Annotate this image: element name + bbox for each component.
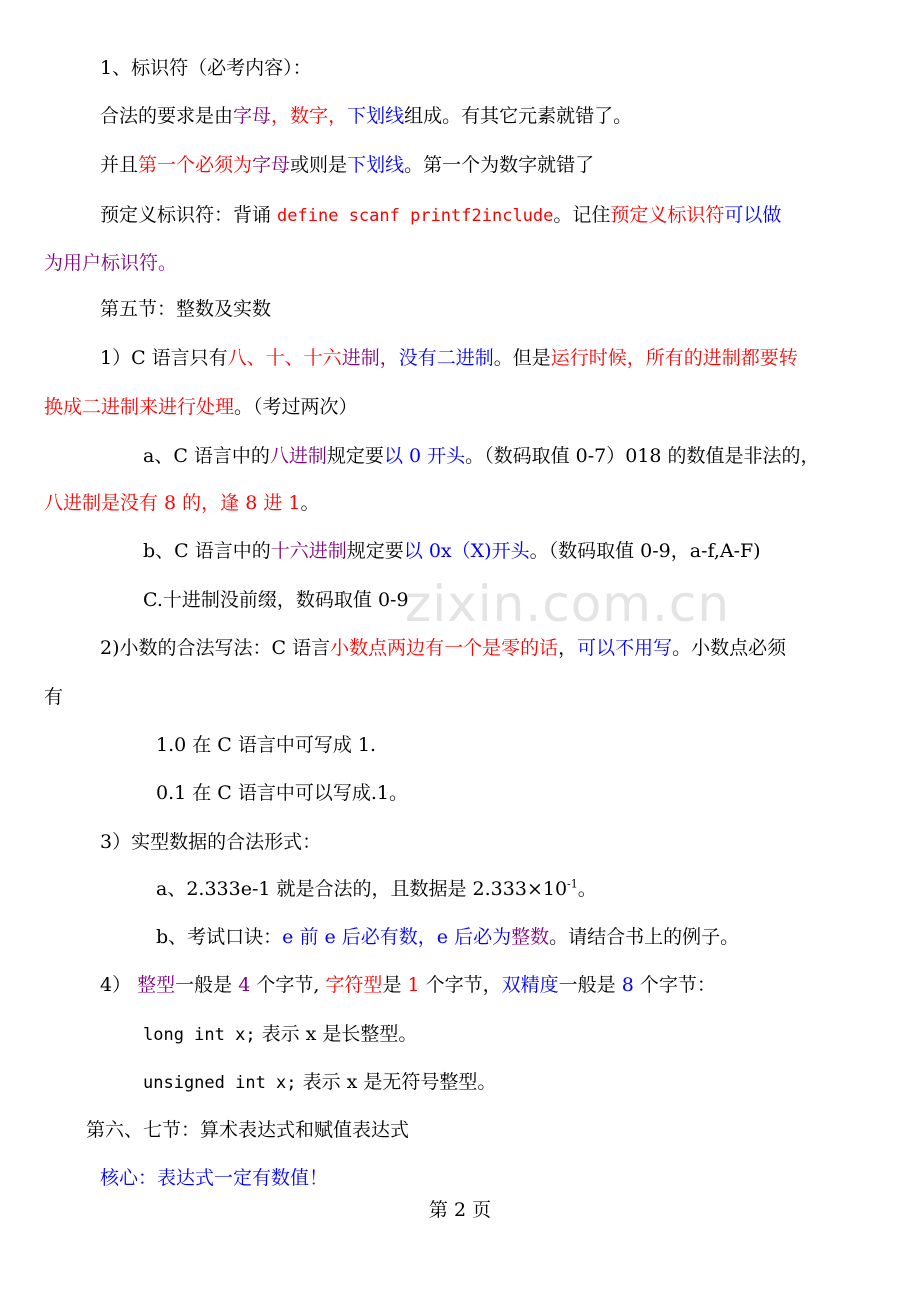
text-run: 字母 <box>233 105 272 127</box>
line-identifier-heading <box>100 55 312 81</box>
text-run: 规定要 <box>326 445 384 467</box>
text-run: -1 <box>567 877 578 891</box>
text-run: 一般是 <box>175 974 239 996</box>
text-run: 预定义标识符 <box>610 204 725 226</box>
text-run: 双精度 <box>501 974 559 996</box>
text-run: 整型 <box>137 974 176 996</box>
text-run: 表示 x 是无符号整型。 <box>296 1071 497 1093</box>
text-run: 可以不用写 <box>577 637 673 659</box>
line-octal-rule <box>143 443 820 469</box>
text-run: 。但是 <box>493 347 551 369</box>
line-decimal-rule <box>143 587 409 613</box>
text-run: 4 <box>238 974 251 996</box>
text-run: e 前 e 后必有数，e 后必为 <box>282 926 512 948</box>
watermark: zixin.com.cn <box>405 575 731 633</box>
text-run: ， <box>558 637 578 659</box>
text-run: 。（数码取值 0-7）018 的数值是非法的， <box>465 445 820 467</box>
text-run: long int x; <box>143 1025 256 1045</box>
text-run: 。记住 <box>553 204 611 226</box>
text-run: define scanf printf2include <box>277 206 554 226</box>
text-run: 八、十、十六 <box>227 347 342 369</box>
line-example-one <box>156 732 376 758</box>
text-run: 下划线 <box>347 154 405 176</box>
line-exam-mnemonic <box>156 924 739 950</box>
line-exponent-example <box>156 876 597 902</box>
text-run: 换成二进制来进行处理 <box>44 396 235 418</box>
text-run: 有 <box>44 686 64 708</box>
text-run: 或则是 <box>290 154 348 176</box>
line-predefined-continued <box>44 250 177 276</box>
text-run: 以 0 开头 <box>383 445 466 467</box>
text-run: b、C 语言中的 <box>143 540 271 562</box>
section-six-seven-heading <box>86 1117 409 1143</box>
text-run: 下划线 <box>347 105 405 127</box>
text-run: 小数点两边有一个是零的话 <box>330 637 559 659</box>
section-five-heading <box>100 296 271 322</box>
text-run: 八进制是没有 8 的，逢 8 进 1 <box>44 492 301 514</box>
text-run: 1、标识符（必考内容）： <box>100 57 312 79</box>
text-run: 为用户标识符。 <box>44 252 178 274</box>
text-run: 1.0 在 C 语言中可写成 1. <box>156 734 377 756</box>
line-long-int <box>143 1021 417 1048</box>
text-run: 合法的要求是由 <box>100 105 234 127</box>
text-run: 表示 x 是长整型。 <box>255 1023 418 1045</box>
text-run: 数字 <box>290 105 329 127</box>
text-run: C.十进制没前缀，数码取值 0-9 <box>143 589 409 611</box>
text-run: 规定要 <box>346 540 404 562</box>
text-run: 运行时候，所有的进制都要转 <box>550 347 798 369</box>
text-run: 预定义标识符：背诵 <box>100 204 278 226</box>
text-run: 进制， <box>341 347 399 369</box>
text-run: 并且 <box>100 154 139 176</box>
text-run: 1 <box>407 974 420 996</box>
text-run: a、C 语言中的 <box>143 445 270 467</box>
text-run: b、考试口诀： <box>156 926 283 948</box>
text-run: 。 <box>300 492 320 514</box>
text-run: ， <box>271 105 291 127</box>
text-run: 。（考过两次） <box>234 396 358 418</box>
text-run: 。第一个为数字就错了 <box>404 154 595 176</box>
text-run: 核心：表达式一定有数值！ <box>100 1167 329 1189</box>
line-decimal-point-rule <box>100 635 786 661</box>
text-run: 4） <box>100 974 138 996</box>
text-run: 3）实型数据的合法形式： <box>100 831 322 853</box>
text-run: unsigned int x; <box>143 1073 297 1093</box>
line-real-forms-heading <box>100 829 321 855</box>
page-footer: 第 2 页 <box>428 1199 492 1221</box>
text-run: 0.1 在 C 语言中可以写成.1。 <box>156 782 409 804</box>
line-example-point-one <box>156 780 408 806</box>
line-number-bases <box>100 345 798 371</box>
text-run: 个字节, <box>250 974 326 996</box>
line-unsigned-int <box>143 1069 496 1096</box>
text-run: a、2.333e-1 就是合法的，且数据是 2.333×10 <box>156 878 568 900</box>
text-run: 可以做 <box>724 204 782 226</box>
line-binary-conversion <box>44 394 358 420</box>
text-run: 。 <box>577 878 597 900</box>
line-decimal-point-continued <box>44 684 63 710</box>
line-octal-no-eight <box>44 490 319 516</box>
text-run: 十六进制 <box>270 540 347 562</box>
text-run: 1）C 语言只有 <box>100 347 228 369</box>
text-run: 。（数码取值 0-9，a-f,A-F) <box>529 540 761 562</box>
line-core-note <box>100 1165 328 1191</box>
text-run: 以 0x（X)开头 <box>403 540 530 562</box>
text-run: 。小数点必须 <box>672 637 787 659</box>
text-run: 第五节：整数及实数 <box>100 298 272 320</box>
text-run: 。请结合书上的例子。 <box>549 926 740 948</box>
text-run: 整数 <box>511 926 550 948</box>
text-run: 8 <box>621 974 634 996</box>
text-run: 第一个必须为 <box>138 154 253 176</box>
text-run: ， <box>328 105 348 127</box>
line-legal-rules <box>100 103 632 129</box>
text-run: 2)小数的合法写法：C 语言 <box>100 637 331 659</box>
text-run: 第六、七节：算术表达式和赋值表达式 <box>86 1119 410 1141</box>
line-hex-rule <box>143 538 761 564</box>
text-run: 个字节： <box>633 974 716 996</box>
line-predefined-identifiers <box>100 202 781 229</box>
text-run: 字母 <box>252 154 291 176</box>
text-run: 字符型 <box>325 974 383 996</box>
text-run: 是 <box>382 974 408 996</box>
line-first-char-rule <box>100 152 594 178</box>
text-run: 个字节， <box>419 974 502 996</box>
text-run: 没有二进制 <box>398 347 494 369</box>
text-run: 八进制 <box>269 445 327 467</box>
line-type-sizes <box>100 972 716 998</box>
text-run: 组成。有其它元素就错了。 <box>404 105 633 127</box>
text-run: 一般是 <box>558 974 622 996</box>
